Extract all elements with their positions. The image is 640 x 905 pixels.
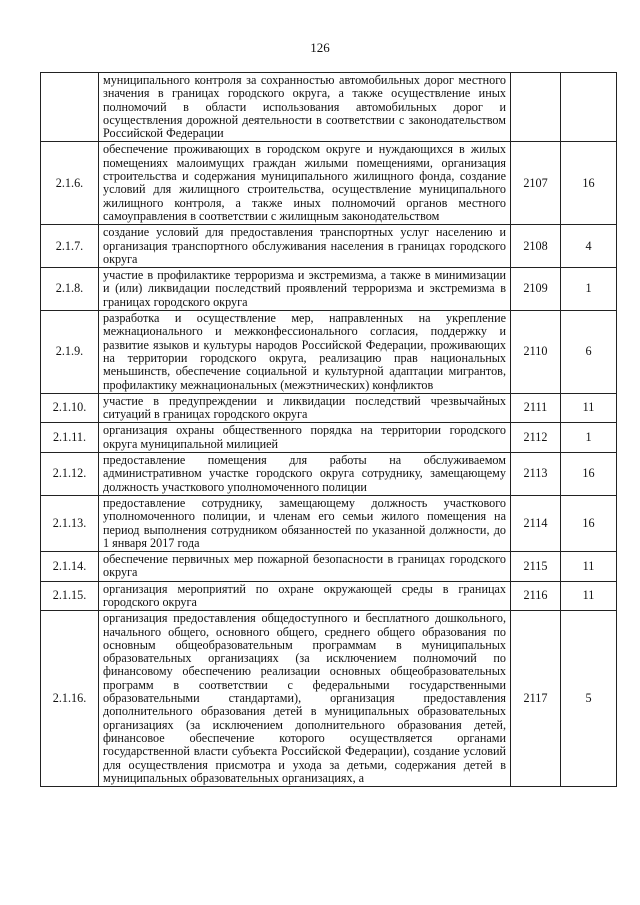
row-code-cell [511, 73, 561, 142]
table-row [41, 495, 617, 551]
row-number-cell [41, 73, 99, 142]
row-description-cell: организация мероприятий по охране окружающей среды в границах городского округа [99, 581, 511, 611]
row-code-cell: 2117 [511, 611, 561, 787]
row-number-cell: 2.1.8. [41, 268, 99, 311]
row-code-cell: 2107 [511, 142, 561, 225]
row-count-cell: 16 [561, 453, 617, 496]
row-description-cell: участие в профилактике терроризма и экстремизма, а также в минимизации и (или) ликвидации последствий проявлений терроризма и экстремизма в границах городского округа [99, 268, 511, 311]
row-code-cell: 2111 [511, 393, 561, 423]
row-description-cell: муниципального контроля за сохранностью автомобильных дорог местного значения в границах городского округа, а также осуществление иных полномочий в области использования автомобильных дорог и осуществления дорожной деятельности в соответствии с законодательством Российской Федерации [99, 73, 511, 142]
row-code-cell: 2114 [511, 495, 561, 551]
row-count-cell: 11 [561, 581, 617, 611]
row-count-cell: 1 [561, 423, 617, 453]
table-body [41, 73, 617, 787]
row-number-cell: 2.1.13. [41, 495, 99, 551]
row-number-cell: 2.1.14. [41, 552, 99, 582]
table-row [41, 311, 617, 394]
row-code-cell: 2115 [511, 552, 561, 582]
row-count-cell: 4 [561, 225, 617, 268]
table-row [41, 73, 617, 142]
row-description-cell: организация охраны общественного порядка на территории городского округа муниципальной милицией [99, 423, 511, 453]
row-description-cell: организация предоставления общедоступного и бесплатного дошкольного, начального общего, основного общего, среднего общего образования по основным общеобразовательным программам в муниципальных образовательных организациях (за исключением полномочий по финансовому обеспечению реализации основных общеобразовательных программ в соответствии с федеральными государственными образовательными стандартами), организация предоставления дополнительного образования детей в муниципальных образовательных организациях (за исключением дополнительного образования детей, финансовое обеспечение которого осуществляется органами государственной власти субъекта Российской Федерации), создание условий для осуществления присмотра и ухода за детьми, содержания детей в муниципальных образовательных организациях, а [99, 611, 511, 787]
row-number-cell: 2.1.12. [41, 453, 99, 496]
row-description-cell: участие в предупреждении и ликвидации последствий чрезвычайных ситуаций в границах городского округа [99, 393, 511, 423]
row-number-cell: 2.1.15. [41, 581, 99, 611]
row-description-cell: предоставление сотруднику, замещающему должность участкового уполномоченного полиции, и членам его семьи жилого помещения на период выполнения сотрудником обязанностей по указанной должности, до 1 января 2017 года [99, 495, 511, 551]
row-description-cell: разработка и осуществление мер, направленных на укрепление межнационального и межконфессионального согласия, поддержку и развитие языков и культуры народов Российской Федерации, проживающих на территории городского округа, реализацию прав национальных меньшинств, обеспечение социальной и культурной адаптации мигрантов, профилактику межнациональных (межэтнических) конфликтов [99, 311, 511, 394]
row-number-cell: 2.1.10. [41, 393, 99, 423]
table-row [41, 393, 617, 423]
row-number-cell: 2.1.16. [41, 611, 99, 787]
row-description-cell: создание условий для предоставления транспортных услуг населению и организация транспортного обслуживания населения в границах городского округа [99, 225, 511, 268]
row-count-cell [561, 73, 617, 142]
row-number-cell: 2.1.6. [41, 142, 99, 225]
row-code-cell: 2109 [511, 268, 561, 311]
row-number-cell: 2.1.7. [41, 225, 99, 268]
page-number: 126 [310, 40, 330, 55]
row-count-cell: 16 [561, 142, 617, 225]
table-row [41, 225, 617, 268]
table-row [41, 423, 617, 453]
services-table [40, 72, 617, 787]
table-row [41, 581, 617, 611]
row-code-cell: 2110 [511, 311, 561, 394]
row-description-cell: обеспечение проживающих в городском округе и нуждающихся в жилых помещениях малоимущих граждан жилыми помещениями, организация строительства и содержания муниципального жилищного фонда, создание условий для жилищного строительства, осуществление муниципального жилищного контроля, а также иных полномочий органов местного самоуправления в соответствии с жилищным законодательством [99, 142, 511, 225]
row-number-cell: 2.1.11. [41, 423, 99, 453]
row-description-cell: обеспечение первичных мер пожарной безопасности в границах городского округа [99, 552, 511, 582]
row-code-cell: 2112 [511, 423, 561, 453]
table-row [41, 611, 617, 787]
row-count-cell: 6 [561, 311, 617, 394]
row-code-cell: 2116 [511, 581, 561, 611]
table-row [41, 453, 617, 496]
row-description-cell: предоставление помещения для работы на обслуживаемом административном участке городского округа сотруднику, замещающему должность участкового уполномоченного полиции [99, 453, 511, 496]
table-row [41, 552, 617, 582]
row-count-cell: 5 [561, 611, 617, 787]
row-count-cell: 16 [561, 495, 617, 551]
row-code-cell: 2108 [511, 225, 561, 268]
row-count-cell: 11 [561, 393, 617, 423]
row-code-cell: 2113 [511, 453, 561, 496]
table-row [41, 268, 617, 311]
row-count-cell: 11 [561, 552, 617, 582]
table-row [41, 142, 617, 225]
row-number-cell: 2.1.9. [41, 311, 99, 394]
row-count-cell: 1 [561, 268, 617, 311]
